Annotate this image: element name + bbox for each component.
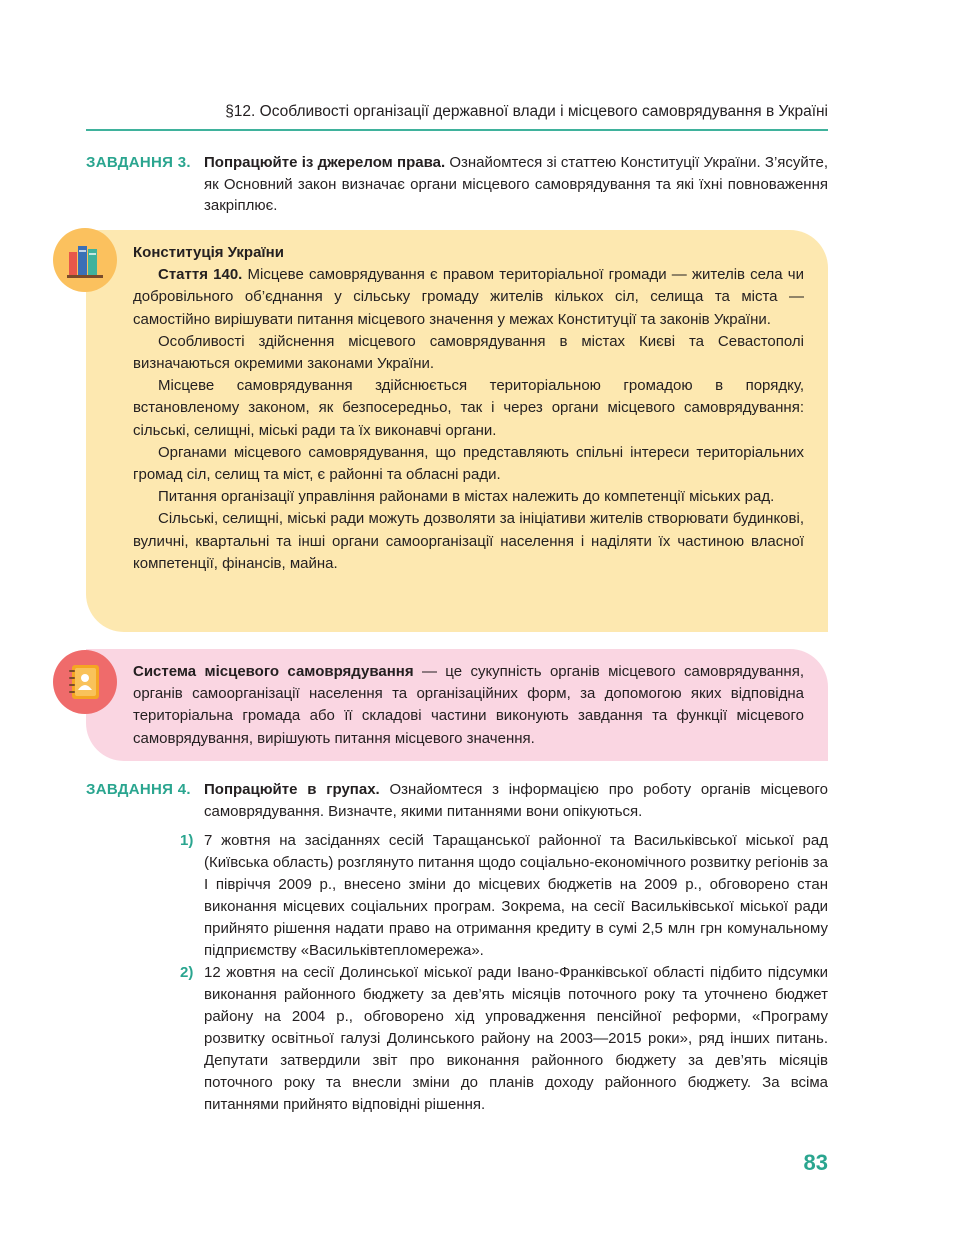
task-3-bold: Попрацюйте із джерелом права.: [204, 154, 446, 171]
address-book-icon: [53, 650, 117, 714]
list-item-text: 12 жовтня на сесії Долинської міської ради Івано-Франківської області підбито підсумки виконання районного бюджету за дев’ять місяців поточного року та уточнено бюджет району на 2004 р., обговорено хід упровадження пенсійної реформи, «Програму розвитку освітньої галузі Долинського району на 2003—2015 роки», ряд інших питань. Депутати затвердили звіт про виконання районного бюджету за дев’ять місяців поточного року та внесли зміни до планів доходу районного бюджету. За всіма питаннями прийнято відповідні рішення.: [204, 964, 828, 1113]
page-number: 83: [803, 1150, 828, 1175]
list-item-text: 7 жовтня на засіданнях сесій Таращанської районної та Васильківської міської рад (Київська область) розглянуто питання щодо соціально-економічного розвитку регіонів за І півріччя 2009 р., внесено зміни до місцевих бюджетів на 2009 р., обговорено стан виконання місцевих соціальних програм. Зокрема, на сесії Васильківської міської ради прийнято рішення надати право на отримання кредиту в сумі 2,5 млн грн комунальному підприємству «Васильківтепломережа».: [204, 832, 828, 959]
task-4-bold: Попрацюйте в групах.: [204, 781, 380, 798]
task-3: [86, 152, 828, 217]
constitution-paragraph: Питання організації управління районами в містах належить до компетенції міських рад.: [158, 488, 775, 506]
header-title: §12. Особливості організації державної влади і місцевого самоврядування в Україні: [225, 103, 828, 120]
list-item: [180, 830, 828, 962]
task-3-body: Ознайомтеся зі статтею Конституції України. З’ясуйте, як Основний закон визначає органи місцевого самоврядування та які їхні повноваження закріплює.: [204, 154, 828, 214]
constitution-paragraph: Стаття 140. Місцеве самоврядування є правом територіальної громади — жителів села чи добровільного об’єднання у сільську громаду жителів кількох сіл, селища та міста — самостійно вирішувати питання місцевого значення у межах Конституції та законів України.: [133, 266, 805, 328]
article-label: Стаття 140.: [158, 266, 243, 284]
task-4-body: Ознайомтеся з інформацією про роботу органів місцевого самоврядування. Визначте, якими питаннями вони опікуються.: [204, 781, 828, 820]
list-item-number: 2): [180, 964, 194, 981]
constitution-paragraph: Місцеве самоврядування здійснюється територіальною громадою в порядку, встановленому законом, як безпосередньо, так і через органи місцевого самоврядування: сільські, селищні, міські ради та їх виконавчі органи.: [133, 377, 804, 439]
constitution-paragraph: Особливості здійснення місцевого самоврядування в містах Києві та Севастополі визначаються окремими законами України.: [133, 332, 804, 373]
definition-text: Система місцевого самоврядування — це сукупність органів місцевого самоврядування, органів самоорганізації населення та організаційних форм, за допомогою яких відповідна територіальна громада або її складові частини виконують завдання та функції місцевого самоврядування, вирішують питання місцевого значення.: [133, 663, 804, 747]
task-4-text: [204, 779, 828, 822]
task-4-label: ЗАВДАННЯ 4.: [86, 781, 191, 798]
task-3-label: ЗАВДАННЯ 3.: [86, 154, 191, 171]
definition-box: [86, 649, 828, 761]
page-header: [86, 102, 828, 131]
task-3-text: [204, 152, 828, 217]
books-icon: [53, 228, 117, 292]
list-item-number: 1): [180, 832, 194, 849]
list-item: [180, 962, 828, 1116]
definition-term: Система місцевого самоврядування: [133, 663, 414, 680]
constitution-paragraph: Органами місцевого самоврядування, що представляють спільні інтереси територіальних громад сіл, селищ та міст, є районні та обласні ради.: [133, 443, 804, 484]
constitution-paragraph: Сільські, селищні, міські ради можуть дозволяти за ініціативи жителів створювати будинкові, вуличні, квартальні та інші органи самоорганізації населення і наділяти їх частиною власної компетенції, фінансів, майна.: [133, 510, 804, 572]
constitution-box: [86, 230, 828, 632]
constitution-title: Конституція України: [133, 244, 284, 261]
task-4: [86, 779, 828, 822]
